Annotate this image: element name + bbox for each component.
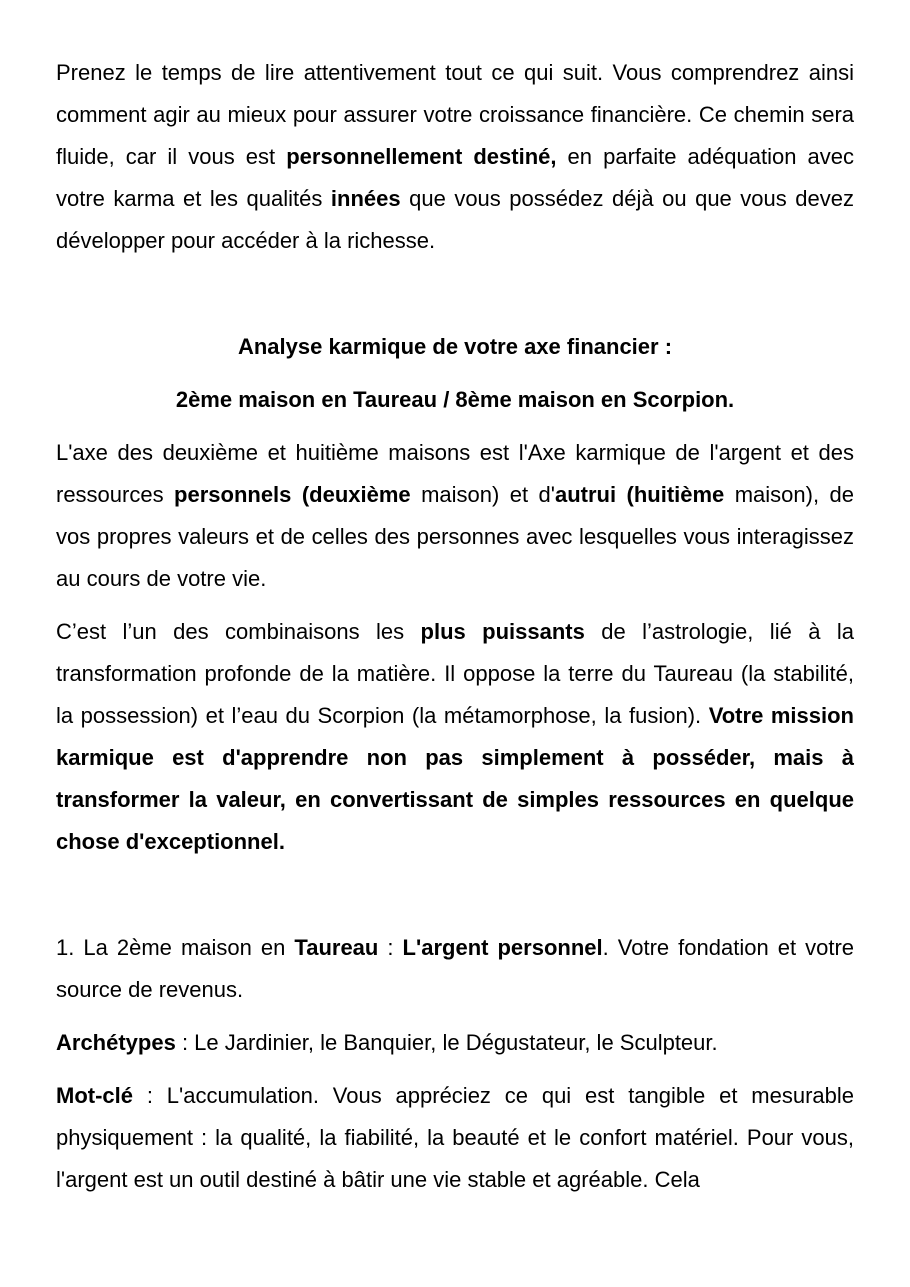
intro-text-1: Prenez le temps de lire attentivement tout ce qui suit. Vous comprendrez ainsi comment agir au mieux pour assurer votre croissance financière. Ce chemin sera fluide, car il vous est: [56, 60, 854, 169]
axis-bold-others: autrui (huitième: [554, 482, 725, 507]
section-1-text-1: 1. La 2ème maison en: [56, 935, 295, 960]
axis-text-3: maison), de vos propres valeurs et de celles des personnes avec lesquelles vous interagissez au cours de votre vie.: [56, 482, 854, 591]
axis-text-2: maison) et d': [410, 482, 555, 507]
karmic-mission-statement: Votre mission karmique est d'apprendre non pas simplement à posséder, mais à transformer la valeur, en convertissant de simples ressources en quelque chose d'exceptionnel.: [56, 703, 854, 854]
section-1-text-3: . Votre fondation et votre source de revenus.: [56, 935, 855, 1002]
intro-paragraph: [56, 52, 854, 262]
axis-paragraph: [56, 432, 854, 600]
combination-bold-powerful: plus puissants: [420, 619, 585, 644]
section-1-heading: [56, 927, 854, 1011]
intro-bold-innate: innées: [330, 186, 401, 211]
archetypes-line: [56, 1022, 854, 1064]
intro-bold-destined: personnellement destiné,: [286, 144, 557, 169]
archetypes-label: Archétypes: [56, 1030, 176, 1055]
intro-text-3: que vous possédez déjà ou que vous devez développer pour accéder à la richesse.: [56, 186, 854, 253]
keyword-paragraph: [56, 1075, 854, 1201]
combination-paragraph: [56, 611, 854, 863]
section-1-text-2: :: [378, 935, 403, 960]
combination-text-2: de l’astrologie, lié à la transformation profonde de la matière. Il oppose la terre du Taureau (la stabilité, la possession) et l’eau du Scorpion (la métamorphose, la fusion).: [56, 619, 854, 728]
archetypes-text: : Le Jardinier, le Banquier, le Dégustateur, le Sculpteur.: [175, 1030, 718, 1055]
section-title: Analyse karmique de votre axe financier :: [237, 334, 673, 359]
axis-text-1: L'axe des deuxième et huitième maisons est l'Axe karmique de l'argent et des ressources: [56, 440, 854, 507]
combination-text-1: C’est l’un des combinaisons les: [56, 619, 421, 644]
keyword-label: Mot-clé: [56, 1083, 133, 1108]
axis-bold-personal: personnels (deuxième: [174, 482, 411, 507]
intro-text-2: en parfaite adéquation avec votre karma et les qualités: [56, 144, 854, 211]
section-1-bold-personal-money: L'argent personnel: [402, 935, 603, 960]
keyword-text: : L'accumulation. Vous appréciez ce qui est tangible et mesurable physiquement : la qualité, la fiabilité, la beauté et le confort matériel. Pour vous, l'argent est un outil destiné à bâtir une vie stable et agréable. Cela: [56, 1083, 854, 1192]
section-subtitle: 2ème maison en Taureau / 8ème maison en Scorpion.: [175, 387, 735, 412]
section-1-bold-taurus: Taureau: [294, 935, 379, 960]
